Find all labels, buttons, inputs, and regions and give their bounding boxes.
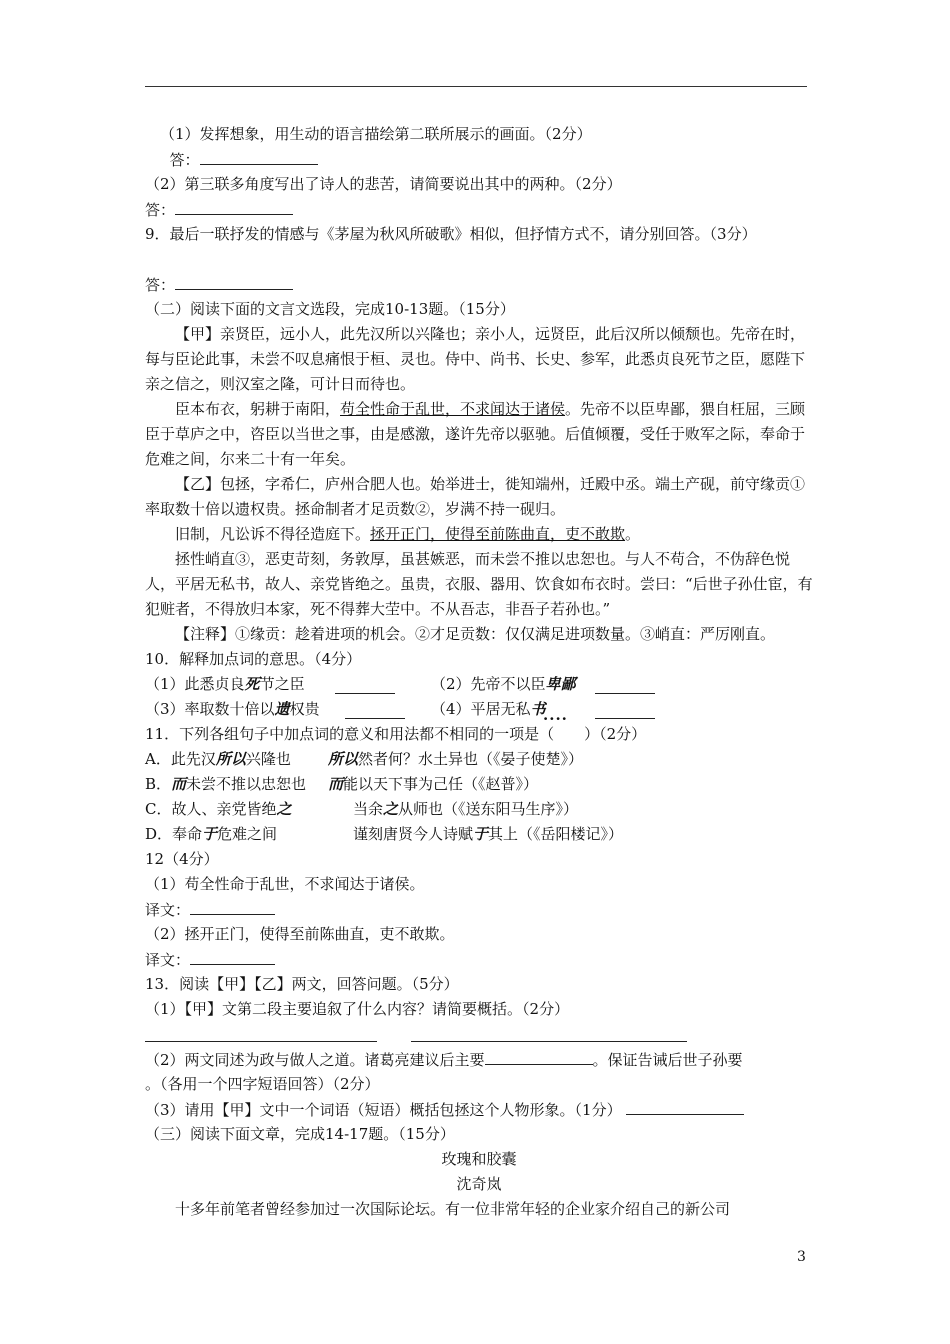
page-content [145, 122, 813, 1222]
passage-yi-p3: 拯性峭直③，恶吏苛刻，务敦厚，虽甚嫉恶，而未尝不推以忠恕也。与人不苟合，不伪辞色悦人，平居无私书，故人、亲党皆绝之。虽贵，衣服、器用、饮食如布衣时。尝曰：“后世子孙仕宦，有犯赃者，不得放归本家，死不得葬大茔中。不从吾志，非吾子若孙也。” [145, 550, 813, 618]
answer-blank[interactable] [595, 701, 655, 719]
answer-blank[interactable] [200, 147, 318, 165]
page-number: 3 [797, 1249, 806, 1265]
q11-option-c: C．故人、亲党皆绝之 当余之从师也（《送东阳马生序》） [145, 800, 579, 818]
answer-blank[interactable] [175, 197, 293, 215]
answer-blank[interactable] [595, 676, 655, 694]
q8-answer2: 答： [145, 197, 813, 222]
answer-blank[interactable] [190, 897, 275, 915]
q13-part2: （2）两文同述为政与做人之道。诸葛亮建议后主要 。保证告诫后世子孙要 [145, 1047, 813, 1072]
passage-jia-p2: 臣本布衣，躬耕于南阳，苟全性命于乱世，不求闻达于诸侯。先帝不以臣卑鄙，猥自枉屈，三顾臣于草庐之中，咨臣以当世之事，由是感激，遂许先帝以驱驰。后值倾覆，受任于败军之际，奉命于危难之间，尔来二十有一年矣。 [145, 400, 806, 468]
passage-jia-p1: 【甲】亲贤臣，远小人，此先汉所以兴隆也；亲小人，远贤臣，此后汉所以倾颓也。先帝在时，每与臣论此事，未尝不叹息痛恨于桓、灵也。侍中、尚书、长史、参军，此悉贞良死节之臣，愿陛下亲之信之，则汉室之隆，可计日而待也。 [145, 325, 806, 393]
q10-row2: （3）率取数十倍以遗权贵 （4）平居无私书 .... [145, 697, 813, 722]
q13-part3: （3）请用【甲】文中一个词语（短语）概括包拯这个人物形象。（1分） [145, 1097, 813, 1122]
q11-option-d: D．奉命于危难之间 谨刻唐贤今人诗赋于其上（《岳阳楼记》） [145, 825, 624, 843]
passage-yi-p1: 【乙】包拯，字希仁，庐州合肥人也。始举进士，徙知端州，迁殿中丞。端土产砚，前守缘贡①率取数十倍以遗权贵。拯命制者才足贡数②，岁满不持一砚归。 [145, 475, 806, 518]
q8-part2: （2）第三联多角度写出了诗人的悲苦，请简要说出其中的两种。（2分） [145, 175, 622, 193]
q12-translation2: 译文： [145, 947, 813, 972]
article-title: 玫瑰和胶囊 [441, 1150, 517, 1168]
answer-blank[interactable] [345, 701, 405, 719]
q8-answer1: 答： [145, 147, 813, 172]
underlined-sentence: 苟全性命于乱世，不求闻达于诸侯 [340, 400, 566, 418]
q11-option-b: B．而未尝不推以忠恕也 而能以天下事为己任（《赵普》） [145, 775, 539, 793]
q8-part1: （1）发挥想象，用生动的语言描绘第二联所展示的画面。（2分） [160, 125, 592, 143]
q13-answer-lines [145, 1022, 813, 1047]
q13-heading: 13．阅读【甲】【乙】两文，回答问题。（5分） [145, 975, 459, 993]
q10-row1: （1）此悉贞良死节之臣 （2）先帝不以臣卑鄙 [145, 672, 813, 697]
answer-blank[interactable] [411, 1024, 687, 1042]
q12-sentence1: （1）苟全性命于乱世，不求闻达于诸侯。 [145, 875, 425, 893]
emphasis-dots: .... [543, 706, 568, 724]
answer-blank[interactable] [485, 1047, 593, 1065]
header-rule [145, 86, 807, 87]
answer-blank[interactable] [335, 676, 395, 694]
q12-heading: 12（4分） [145, 850, 219, 868]
q11-heading: 11．下列各组句子中加点词的意义和用法都不相同的一项是（ ）（2分） [145, 725, 647, 743]
section2-heading: （二）阅读下面的文言文选段，完成10-13题。（15分） [145, 300, 515, 318]
q12-translation1: 译文： [145, 897, 813, 922]
answer-blank[interactable] [145, 1024, 377, 1042]
passage-yi-p2: 旧制，凡讼诉不得径造庭下。拯开正门，使得至前陈曲直，吏不敢欺。 [175, 525, 641, 543]
annotation-notes: 【注释】①缘贡：趁着进项的机会。②才足贡数：仅仅满足进项数量。③峭直：严厉刚直。 [175, 625, 776, 643]
article-paragraph1: 十多年前笔者曾经参加过一次国际论坛。有一位非常年轻的企业家介绍自己的新公司 [175, 1200, 731, 1218]
q13-part1: （1）【甲】文第二段主要追叙了什么内容？请简要概括。（2分） [145, 1000, 570, 1018]
answer-blank[interactable] [626, 1097, 744, 1115]
q9-answer: 答： [145, 272, 813, 297]
q10-heading: 10．解释加点词的意思。（4分） [145, 650, 362, 668]
q13-part2-cont: 。（各用一个四字短语回答）（2分） [145, 1075, 380, 1093]
underlined-sentence: 拯开正门，使得至前陈曲直，吏不敢欺 [370, 525, 626, 543]
answer-blank[interactable] [190, 947, 275, 965]
section3-heading: （三）阅读下面文章，完成14-17题。（15分） [145, 1125, 455, 1143]
q11-option-a: A．此先汉所以兴隆也 所以然者何？水土异也（《晏子使楚》） [145, 750, 584, 768]
answer-blank[interactable] [175, 272, 293, 290]
q12-sentence2: （2）拯开正门，使得至前陈曲直，吏不敢欺。 [145, 925, 455, 943]
q9-question: 9．最后一联抒发的情感与《茅屋为秋风所破歌》相似，但抒情方式不，请分别回答。（3分） [145, 225, 757, 243]
article-author: 沈奇岚 [456, 1175, 502, 1193]
